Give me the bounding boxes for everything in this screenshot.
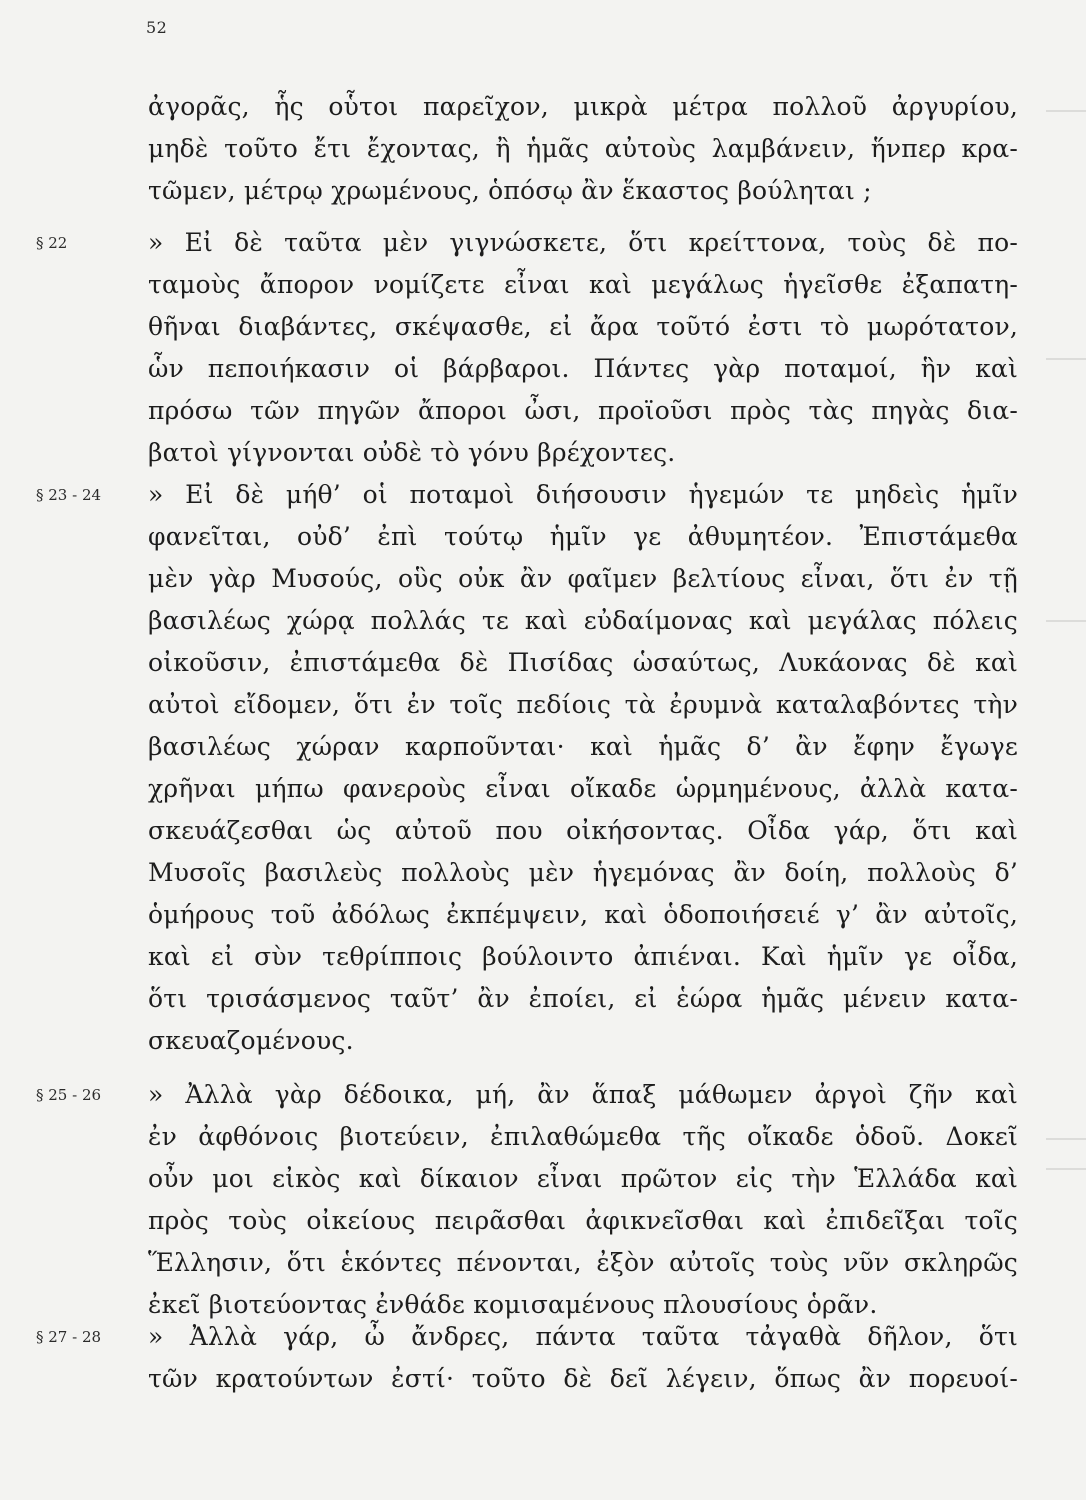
bleed-through-mark — [1046, 620, 1086, 622]
text-line: μηδὲ τοῦτο ἔτι ἔχοντας, ἢ ἡμᾶς αὐτοὺς λαμβάνειν, ἥνπερ κρα- — [148, 134, 1018, 163]
text-line: βατοὶ γίγνονται οὐδὲ τὸ γόνυ βρέχοντες. — [148, 438, 676, 467]
text-line: ὁμήρους τοῦ ἀδόλως ἐκπέμψειν, καὶ ὁδοποιήσειέ γ’ ἂν αὐτοῖς, — [148, 900, 1018, 929]
section-label-27-28: § 27 - 28 — [36, 1328, 102, 1346]
text-line: φανεῖται, οὐδ’ ἐπὶ τούτῳ ἡμῖν γε ἀθυμητέον. Ἐπιστάμεθα — [148, 522, 1018, 551]
text-line: » Εἰ δὲ μήθ’ οἱ ποταμοὶ διήσουσιν ἡγεμών τε μηδεὶς ἡμῖν — [148, 480, 1018, 509]
bleed-through-mark — [1046, 1168, 1086, 1170]
section-label-25-26: § 25 - 26 — [36, 1086, 102, 1104]
text-line: οἰκοῦσιν, ἐπιστάμεθα δὲ Πισίδας ὡσαύτως, Λυκάονας δὲ καὶ — [148, 648, 1018, 677]
text-line: σκευαζομένους. — [148, 1026, 354, 1055]
bleed-through-mark — [1046, 110, 1086, 112]
text-line: τῶν κρατούντων ἐστί· τοῦτο δὲ δεῖ λέγειν, ὅπως ἂν πορευοί- — [148, 1364, 1018, 1393]
text-line: ἀγορᾶς, ἧς οὗτοι παρεῖχον, μικρὰ μέτρα πολλοῦ ἀργυρίου, — [148, 92, 1018, 121]
text-line: καὶ εἰ σὺν τεθρίπποις βούλοιντο ἀπιέναι. Καὶ ἡμῖν γε οἶδα, — [148, 942, 1018, 971]
text-line: τῶμεν, μέτρῳ χρωμένους, ὁπόσῳ ἂν ἕκαστος βούληται ; — [148, 176, 872, 205]
section-label-23-24: § 23 - 24 — [36, 486, 102, 504]
text-line: ἐν ἀφθόνοις βιοτεύειν, ἐπιλαθώμεθα τῆς οἴκαδε ὁδοῦ. Δοκεῖ — [148, 1122, 1018, 1151]
text-line: αὐτοὶ εἴδομεν, ὅτι ἐν τοῖς πεδίοις τὰ ἐρυμνὰ καταλαβόντες τὴν — [148, 690, 1018, 719]
text-line: » Ἀλλὰ γὰρ δέδοικα, μή, ἂν ἅπαξ μάθωμεν ἀργοὶ ζῆν καὶ — [148, 1080, 1018, 1109]
text-line: Μυσοῖς βασιλεὺς πολλοὺς μὲν ἡγεμόνας ἂν δοίη, πολλοὺς δ’ — [148, 858, 1018, 887]
text-line: πρόσω τῶν πηγῶν ἄποροι ὦσι, προϊοῦσι πρὸς τὰς πηγὰς δια- — [148, 396, 1018, 425]
text-line: Ἕλλησιν, ὅτι ἑκόντες πένονται, ἐξὸν αὐτοῖς τοὺς νῦν σκληρῶς — [148, 1248, 1018, 1277]
text-line: οὖν μοι εἰκὸς καὶ δίκαιον εἶναι πρῶτον εἰς τὴν Ἑλλάδα καὶ — [148, 1164, 1018, 1193]
text-line: χρῆναι μήπω φανεροὺς εἶναι οἴκαδε ὡρμημένους, ἀλλὰ κατα- — [148, 774, 1018, 803]
page-number: 52 — [146, 18, 168, 37]
text-line: θῆναι διαβάντες, σκέψασθε, εἰ ἄρα τοῦτό ἐστι τὸ μωρότατον, — [148, 312, 1018, 341]
text-line: ἐκεῖ βιοτεύοντας ἐνθάδε κομισαμένους πλουσίους ὁρᾶν. — [148, 1290, 878, 1319]
text-line: σκευάζεσθαι ὡς αὐτοῦ που οἰκήσοντας. Οἶδα γάρ, ὅτι καὶ — [148, 816, 1018, 845]
text-line: μὲν γὰρ Μυσούς, οὓς οὐκ ἂν φαῖμεν βελτίους εἶναι, ὅτι ἐν τῇ — [148, 564, 1018, 593]
text-line: ὅτι τρισάσμενος ταῦτ’ ἂν ἐποίει, εἰ ἑώρα ἡμᾶς μένειν κατα- — [148, 984, 1018, 1013]
text-line: » Εἰ δὲ ταῦτα μὲν γιγνώσκετε, ὅτι κρείττονα, τοὺς δὲ πο- — [148, 228, 1018, 257]
text-line: βασιλέως χώραν καρποῦνται· καὶ ἡμᾶς δ’ ἂν ἔφην ἔγωγε — [148, 732, 1018, 761]
bleed-through-mark — [1046, 358, 1086, 360]
text-line: ταμοὺς ἄπορον νομίζετε εἶναι καὶ μεγάλως ἡγεῖσθε ἐξαπατη- — [148, 270, 1018, 299]
bleed-through-mark — [1046, 1138, 1086, 1140]
text-line: » Ἀλλὰ γάρ, ὦ ἄνδρες, πάντα ταῦτα τἀγαθὰ δῆλον, ὅτι — [148, 1322, 1018, 1351]
text-line: ὧν πεποιήκασιν οἱ βάρβαροι. Πάντες γὰρ ποταμοί, ἣν καὶ — [148, 354, 1018, 383]
text-line: βασιλέως χώρᾳ πολλάς τε καὶ εὐδαίμονας καὶ μεγάλας πόλεις — [148, 606, 1018, 635]
section-label-22: § 22 — [36, 234, 68, 252]
text-line: πρὸς τοὺς οἰκείους πειρᾶσθαι ἀφικνεῖσθαι καὶ ἐπιδεῖξαι τοῖς — [148, 1206, 1018, 1235]
